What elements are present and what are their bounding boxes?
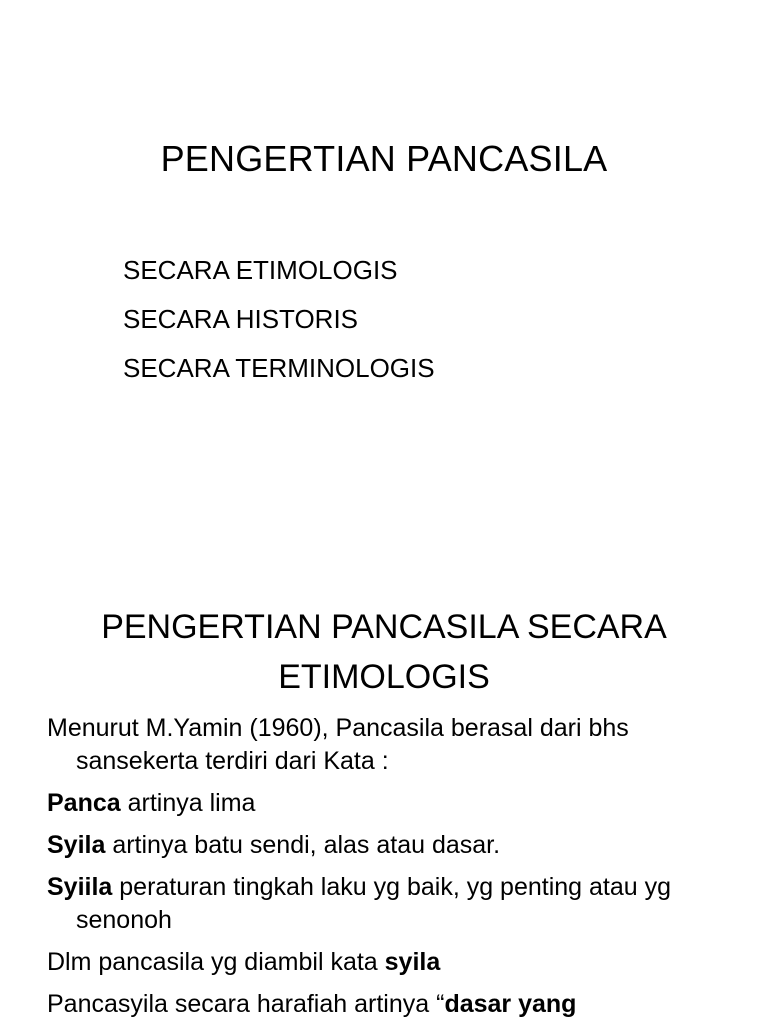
topic-list xyxy=(123,252,435,399)
paragraph-yamin xyxy=(47,712,747,778)
term-syila-emphasis: syila xyxy=(384,948,441,976)
topic-item-historis: SECARA HISTORIS xyxy=(123,304,359,334)
definition-text: peraturan tingkah laku yg baik, yg penting atau yg senonoh xyxy=(76,873,672,934)
definition-text: artinya batu sendi, alas atau dasar. xyxy=(105,831,501,859)
slide-etimologis xyxy=(0,576,768,1024)
paragraph-harafiah xyxy=(47,988,747,1021)
term-syila: Syila xyxy=(47,831,106,859)
term-dasar-yang: dasar yang xyxy=(444,990,577,1018)
slide-title: PENGERTIAN PANCASILA xyxy=(160,138,608,179)
topic-item-etimologis: SECARA ETIMOLOGIS xyxy=(123,255,398,285)
slide-title xyxy=(0,602,768,702)
paragraph-diambil xyxy=(47,946,747,979)
slide-title-line-1: PENGERTIAN PANCASILA SECARA xyxy=(101,608,667,646)
paragraph-text: Pancasyila secara harafiah artinya “ xyxy=(47,990,445,1018)
paragraph-text: Dlm pancasila yg diambil kata xyxy=(47,948,385,976)
term-panca: Panca xyxy=(47,789,121,817)
definition-panca xyxy=(47,787,747,820)
definition-syila xyxy=(47,829,747,862)
term-syiila: Syiila xyxy=(47,873,113,901)
topic-item-terminologis: SECARA TERMINOLOGIS xyxy=(123,353,435,383)
slide-title-line-2: ETIMOLOGIS xyxy=(278,658,490,696)
slide-body xyxy=(47,712,747,1024)
definition-text: artinya lima xyxy=(120,789,256,817)
paragraph-text: Menurut M.Yamin (1960), Pancasila berasal dari bhs sansekerta terdiri dari Kata : xyxy=(47,714,629,775)
definition-syiila xyxy=(47,871,747,937)
